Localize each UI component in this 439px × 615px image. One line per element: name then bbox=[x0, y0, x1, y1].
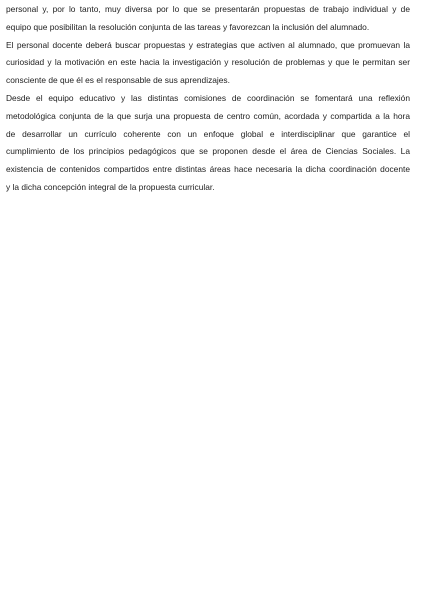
text-line: existencia de contenidos compartidos entre distintas áreas hace necesaria la dicha coordinación docente bbox=[6, 164, 410, 175]
text-line: Desde el equipo educativo y las distintas comisiones de coordinación se fomentará una reflexión bbox=[6, 92, 410, 103]
text-line: El personal docente deberá buscar propuestas y estrategias que activen al alumnado, que promuevan la bbox=[6, 39, 410, 50]
text-line: de desarrollar un currículo coherente con un enfoque global e interdisciplinar que garantice el bbox=[6, 128, 410, 139]
text-line: consciente de que él es el responsable de sus aprendizajes. bbox=[6, 75, 230, 86]
text-line: metodológica conjunta de la que surja una propuesta de centro común, acordada y compartida a la hora bbox=[6, 110, 410, 121]
text-line: personal y, por lo tanto, muy diversa por lo que se presentarán propuestas de trabajo individual y de bbox=[6, 4, 410, 14]
text-line: cumplimiento de los principios pedagógicos que se proponen desde el área de Ciencias Sociales. La bbox=[6, 146, 410, 157]
body-text bbox=[6, 1, 410, 197]
text-line: curiosidad y la motivación en este hacia la investigación y resolución de problemas y que le permitan ser bbox=[6, 57, 410, 68]
paragraph-1 bbox=[6, 1, 410, 37]
text-line: equipo que posibilitan la resolución conjunta de las tareas y favorezcan la inclusión del alumnado. bbox=[6, 21, 370, 32]
paragraph-2 bbox=[6, 37, 410, 90]
text-line: y la dicha concepción integral de la propuesta curricular. bbox=[6, 181, 215, 192]
paragraph-3 bbox=[6, 90, 410, 197]
